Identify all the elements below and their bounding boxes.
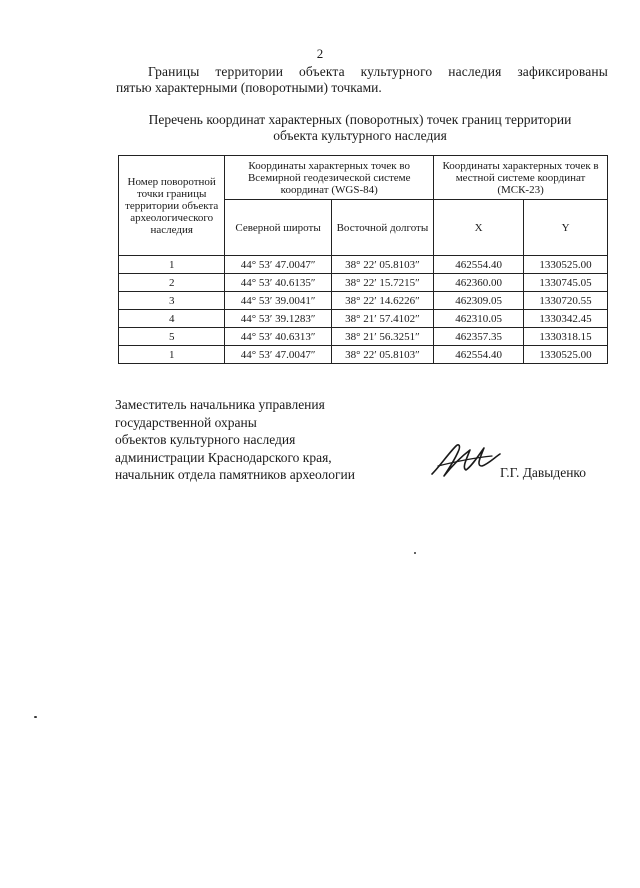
- cell-x: 462310.05: [434, 310, 524, 328]
- header-msk23-group: Координаты характерных точек в местной системе координат (МСК-23): [434, 156, 608, 200]
- cell-latitude: 44° 53′ 39.0041″: [225, 292, 331, 310]
- position-line: администрации Краснодарского края,: [115, 449, 332, 465]
- header-wgs84-group: Координаты характерных точек во Всемирной геодезической системе координат (WGS-84): [225, 156, 434, 200]
- cell-longitude: 38° 21′ 57.4102″: [331, 310, 433, 328]
- header-y: Y: [524, 200, 608, 256]
- cell-latitude: 44° 53′ 39.1283″: [225, 310, 331, 328]
- cell-point: 2: [119, 274, 225, 292]
- cell-latitude: 44° 53′ 47.0047″: [225, 346, 331, 364]
- table-row: [119, 292, 608, 310]
- cell-point: 3: [119, 292, 225, 310]
- position-line: объектов культурного наследия: [115, 432, 296, 447]
- cell-x: 462357.35: [434, 328, 524, 346]
- list-title-line-2: объекта культурного наследия: [273, 128, 447, 143]
- position-line: государственной охраны: [115, 414, 257, 430]
- cell-y: 1330745.05: [524, 274, 608, 292]
- cell-point: 1: [119, 346, 225, 364]
- cell-y: 1330525.00: [524, 346, 608, 364]
- header-point-number: Номер поворотной точки границы территории объекта археологического наследия: [119, 156, 225, 256]
- scan-speck: [414, 552, 416, 554]
- cell-longitude: 38° 21′ 56.3251″: [331, 328, 433, 346]
- cell-latitude: 44° 53′ 47.0047″: [225, 256, 331, 274]
- cell-longitude: 38° 22′ 05.8103″: [331, 346, 433, 364]
- cell-point: 4: [119, 310, 225, 328]
- cell-x: 462309.05: [434, 292, 524, 310]
- scan-speck: [34, 716, 37, 718]
- table-row: [119, 328, 608, 346]
- cell-y: 1330720.55: [524, 292, 608, 310]
- position-line: Заместитель начальника управления: [115, 397, 325, 412]
- table-row: [119, 256, 608, 274]
- intro-paragraph: [116, 64, 608, 96]
- cell-point: 1: [119, 256, 225, 274]
- position-line: начальник отдела памятников археологии: [115, 467, 355, 482]
- table-row: [119, 346, 608, 364]
- header-longitude: Восточной долготы: [331, 200, 433, 256]
- table-row: [119, 310, 608, 328]
- cell-y: 1330342.45: [524, 310, 608, 328]
- cell-longitude: 38° 22′ 05.8103″: [331, 256, 433, 274]
- list-title-line-1: Перечень координат характерных (поворотных) точек границ территории: [148, 112, 572, 127]
- page-number: 2: [316, 46, 324, 61]
- cell-longitude: 38° 22′ 14.6226″: [331, 292, 433, 310]
- header-latitude: Северной широты: [225, 200, 331, 256]
- intro-line-1: Границы территории объекта культурного наследия зафиксированы: [148, 64, 608, 79]
- cell-x: 462554.40: [434, 256, 524, 274]
- cell-latitude: 44° 53′ 40.6135″: [225, 274, 331, 292]
- cell-x: 462554.40: [434, 346, 524, 364]
- intro-line-2: пятью характерными (поворотными) точками.: [116, 80, 382, 95]
- handwritten-signature-icon: [426, 436, 506, 484]
- signatory-position: [115, 396, 355, 484]
- cell-latitude: 44° 53′ 40.6313″: [225, 328, 331, 346]
- cell-point: 5: [119, 328, 225, 346]
- cell-y: 1330318.15: [524, 328, 608, 346]
- coordinates-list-title: [100, 112, 620, 144]
- cell-longitude: 38° 22′ 15.7215″: [331, 274, 433, 292]
- cell-x: 462360.00: [434, 274, 524, 292]
- cell-y: 1330525.00: [524, 256, 608, 274]
- table-row: [119, 274, 608, 292]
- signatory-name: Г.Г. Давыденко: [500, 465, 587, 480]
- coordinates-table: [118, 155, 608, 364]
- header-x: X: [434, 200, 524, 256]
